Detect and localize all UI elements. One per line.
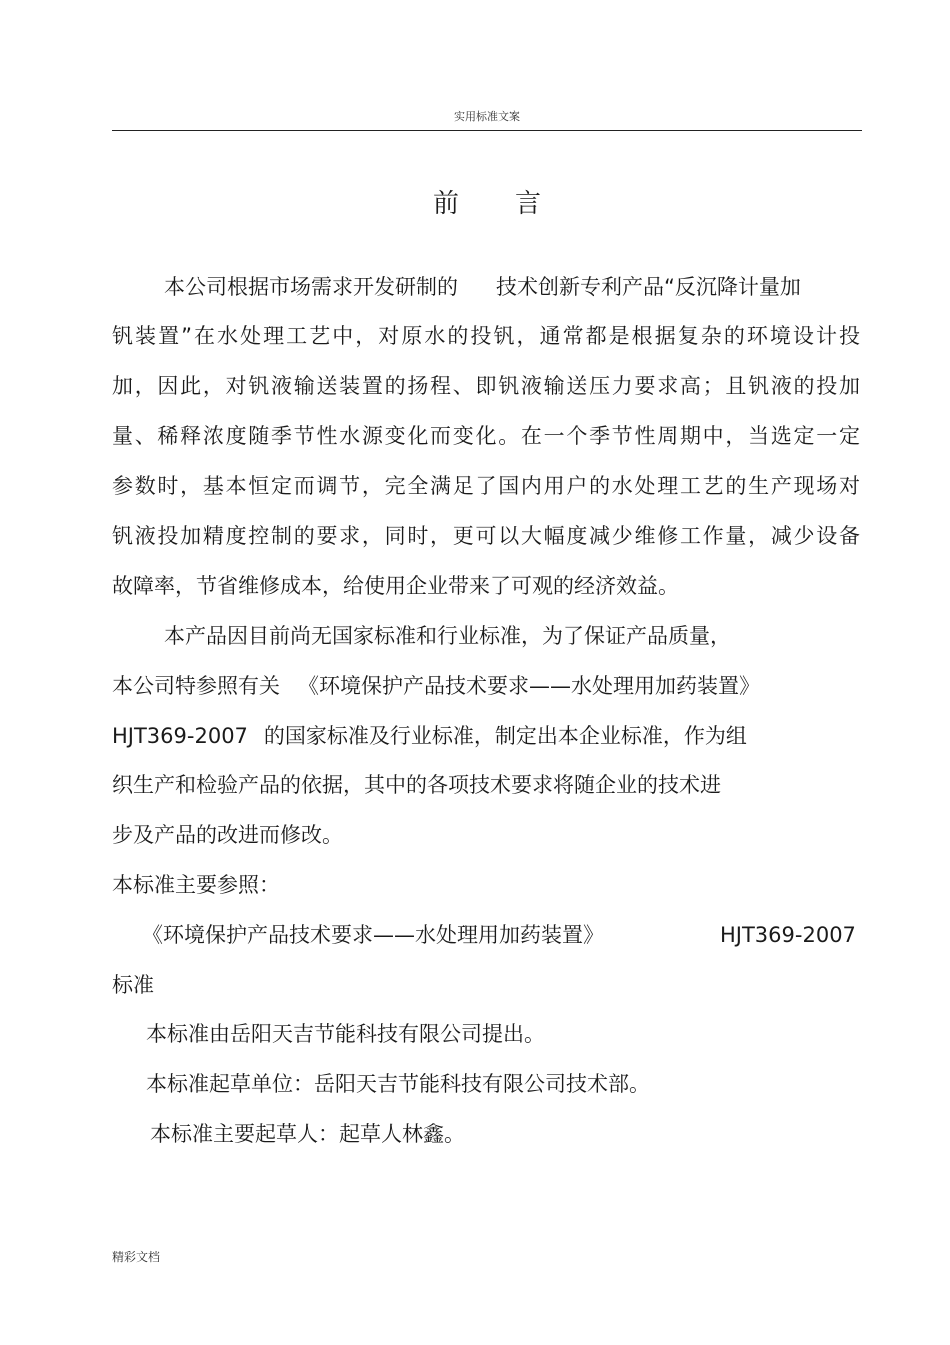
paragraph-2-line-4: 织生产和检验产品的依据，其中的各项技术要求将随企业的技术进 [112,773,721,797]
page-title: 前言 [432,189,597,219]
page-header: 实用标准文案 [454,110,520,123]
reference-item-suffix: 标准 [112,973,154,997]
paragraph-1-line-3: 加，因此，对钒液输送装置的扬程、即钒液输送压力要求高；且钒液的投加 [112,374,860,398]
paragraph-1-line-1 [164,273,801,301]
standard-code: HJT369-2007 [112,724,248,748]
reference-item-title: 《环境保护产品技术要求——水处理用加药装置》 [142,923,604,947]
paragraph-1-line-6: 钒液投加精度控制的要求，同时，更可以大幅度减少维修工作量，减少设备 [112,524,860,548]
paragraph-1-line-5: 参数时，基本恒定而调节，完全满足了国内用户的水处理工艺的生产现场对 [112,474,860,498]
header-divider [112,130,862,131]
paragraph-1-line-7: 故障率，节省维修成本，给使用企业带来了可观的经济效益。 [112,574,679,598]
paragraph-text: 的国家标准及行业标准，制定出本企业标准，作为组 [263,724,747,748]
credit-drafting-unit: 本标准起草单位：岳阳天吉节能科技有限公司技术部。 [146,1072,650,1096]
paragraph-1-line-2: 钒装置”在水处理工艺中，对原水的投钒，通常都是根据复杂的环境设计投 [112,324,860,348]
paragraph-2-line-2 [112,672,760,700]
paragraph-text: 本公司根据市场需求开发研制的 [164,275,458,299]
paragraph-2-line-5: 步及产品的改进而修改。 [112,823,343,847]
page-footer: 精彩文档 [112,1250,161,1264]
paragraph-1-line-4: 量、稀释浓度随季节性水源变化而变化。在一个季节性周期中，当选定一定 [112,424,860,448]
credit-proposer: 本标准由岳阳天吉节能科技有限公司提出。 [146,1022,545,1046]
paragraph-2-line-3 [112,722,747,750]
reference-item-code: HJT369-2007 [720,923,856,947]
references-heading: 本标准主要参照： [112,873,280,897]
paragraph-text: 本公司特参照有关 [112,674,280,698]
standard-title-ref: 《环境保护产品技术要求——水处理用加药装置》 [298,674,760,698]
paragraph-2-line-1: 本产品因目前尚无国家标准和行业标准，为了保证产品质量， [164,624,731,648]
credit-drafter: 本标准主要起草人：起草人林鑫。 [150,1122,465,1146]
paragraph-text: 技术创新专利产品“反沉降计量加 [496,275,801,299]
